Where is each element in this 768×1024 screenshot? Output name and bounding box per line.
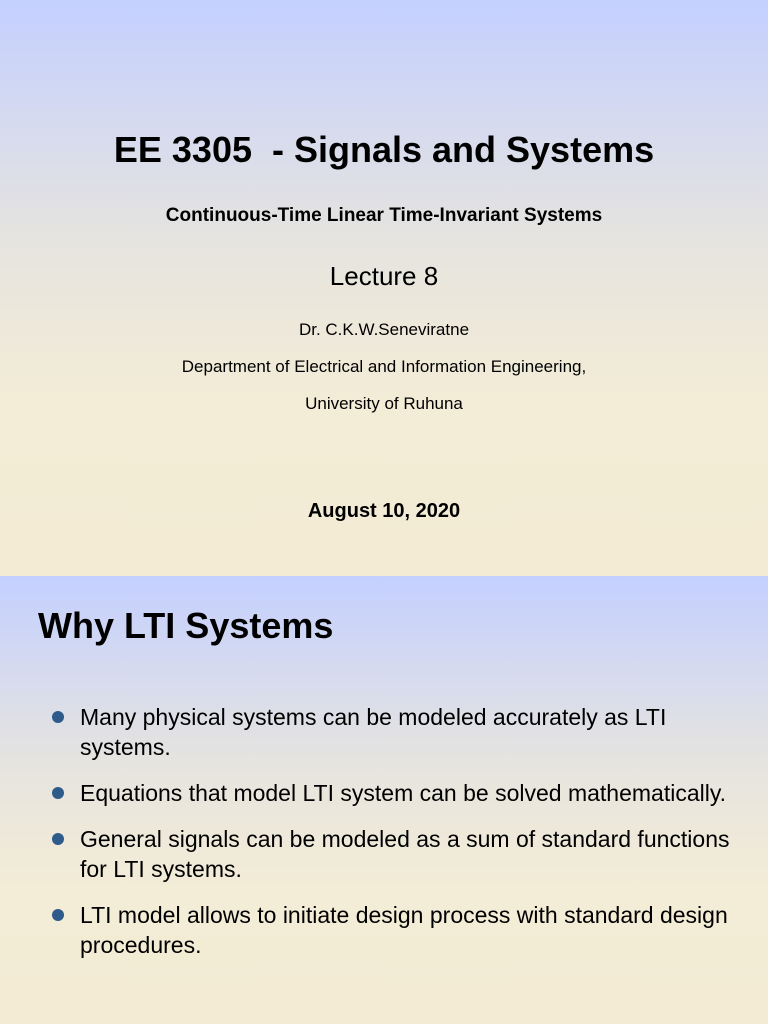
bullet-dot-icon (52, 909, 64, 921)
bullet-dot-icon (52, 711, 64, 723)
bullet-dot-icon (52, 787, 64, 799)
lecture-date: August 10, 2020 (307, 500, 461, 522)
course-title: EE 3305 - Signals and Systems (113, 129, 655, 170)
bullet-dot-icon (52, 833, 64, 845)
bullet-text: Many physical systems can be modeled accurately as LTI systems. (80, 704, 667, 760)
bullet-text: Equations that model LTI system can be solved mathematically. (80, 780, 727, 806)
bullet-list (0, 702, 768, 976)
lecture-subtitle: Continuous-Time Linear Time-Invariant Systems (165, 205, 603, 226)
bullet-item (0, 824, 768, 884)
bullet-text: LTI model allows to initiate design process with standard design procedures. (80, 902, 728, 958)
bullet-item (0, 778, 768, 808)
university-name: University of Ruhuna (305, 394, 463, 413)
slide-title: Why LTI Systems (38, 605, 334, 646)
author-name: Dr. C.K.W.Seneviratne (298, 320, 470, 339)
lecture-number: Lecture 8 (329, 261, 439, 291)
department-name: Department of Electrical and Information Engineering, (181, 357, 587, 376)
content-slide (0, 576, 768, 1024)
bullet-item (0, 900, 768, 960)
bullet-text: General signals can be modeled as a sum of standard functions for LTI systems. (80, 826, 730, 882)
bullet-item (0, 702, 768, 762)
